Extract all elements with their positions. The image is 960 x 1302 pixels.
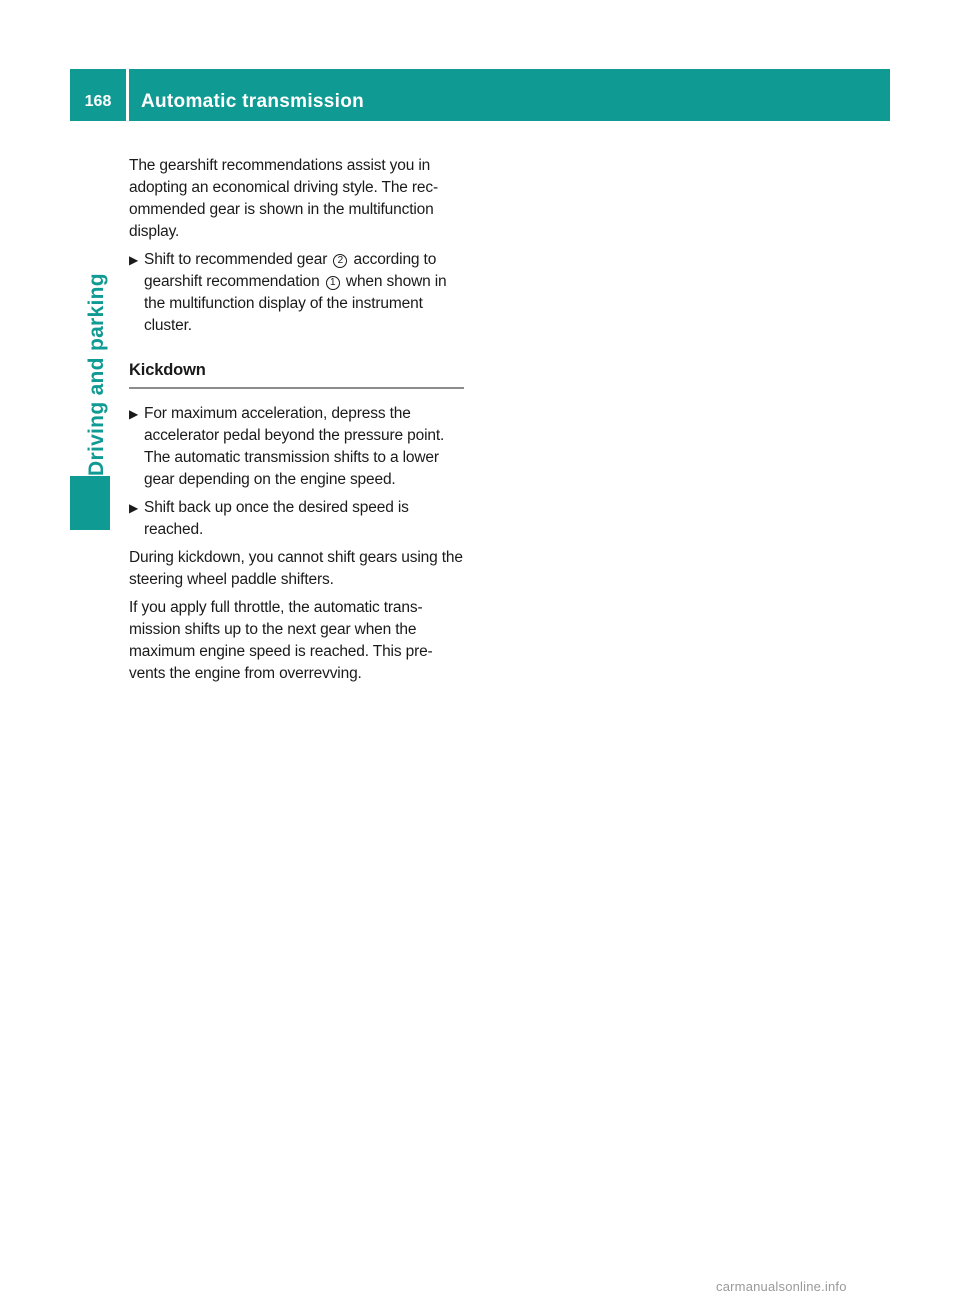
page-number: 168 (84, 93, 112, 110)
side-tab-label: Driving and parking (85, 273, 108, 476)
page-number-box (70, 69, 126, 121)
watermark: carmanualsonline.info (716, 1279, 847, 1294)
step-text-part: Shift to recommended gear (144, 251, 332, 268)
body-paragraph: During kickdown, you cannot shift gears using the steering wheel paddle shifters. (129, 549, 463, 588)
section-heading-kickdown: Kickdown (129, 359, 464, 389)
instruction-step (129, 403, 464, 491)
step-text-part: when shown in the multifunction display of the instrument cluster. (144, 273, 447, 334)
instruction-step (129, 249, 464, 337)
step-text: For maximum acceleration, depress the accelerator pedal beyond the pressure point. (144, 405, 445, 444)
instruction-step (129, 497, 464, 541)
header-bar (129, 69, 890, 121)
step-text: Shift back up once the desired speed is reached. (144, 499, 409, 538)
callout-1-icon: 1 (326, 276, 340, 290)
page-title: Automatic transmission (141, 91, 365, 112)
step-arrow-icon: ▶ (129, 253, 139, 267)
main-content (129, 155, 464, 691)
step-arrow-icon: ▶ (129, 501, 139, 515)
body-paragraph: If you apply full throttle, the automatic trans-mission shifts up to the next gear when the maximum engine speed is reached. This pre-vents the engine from overrevving. (129, 599, 433, 682)
step-arrow-icon: ▶ (129, 407, 139, 421)
callout-2-icon: 2 (333, 254, 347, 268)
side-tab-marker (70, 476, 110, 530)
step-text-part: according to gearshift recommendation (144, 251, 437, 290)
step-text (144, 251, 447, 334)
intro-paragraph: The gearshift recommendations assist you in adopting an economical driving style. The rec-ommended gear is shown in the multifunction display. (129, 157, 439, 240)
step-result: The automatic transmission shifts to a lower gear depending on the engine speed. (144, 449, 439, 488)
